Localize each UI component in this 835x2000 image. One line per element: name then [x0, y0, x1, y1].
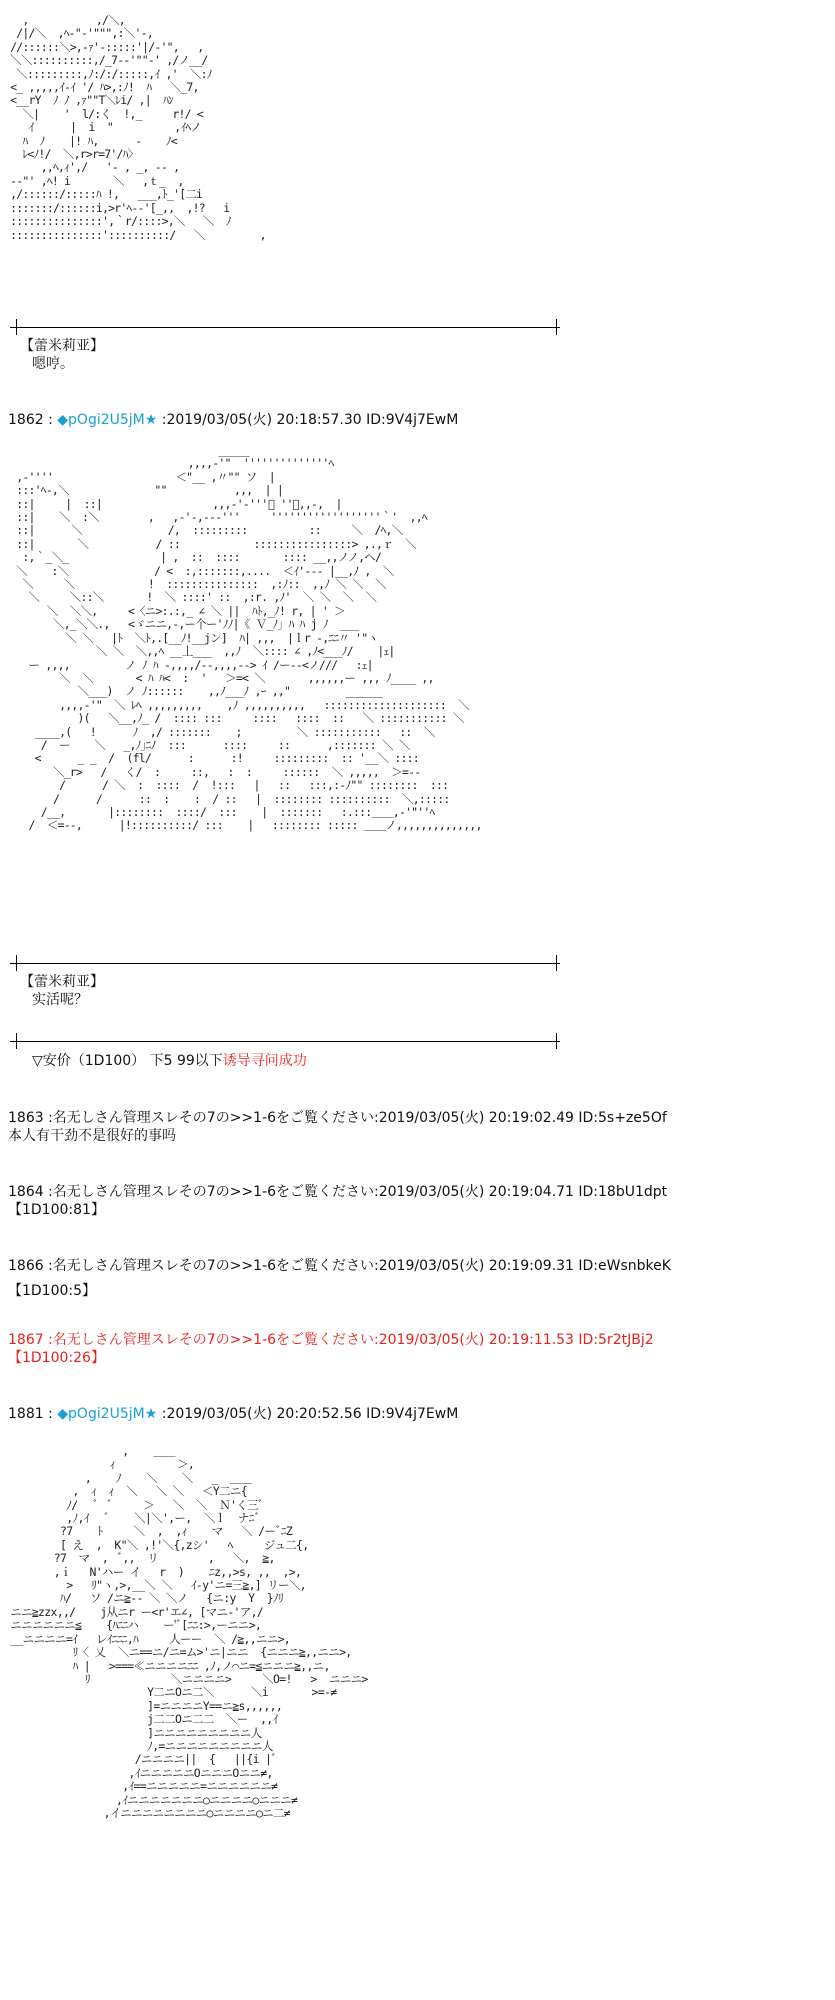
- dice-roll-label: ▽安价（1D100） 下5 99以下: [32, 1053, 223, 1069]
- divider-tick-left: [16, 955, 17, 971]
- dice-roll-result: 诱导寻问成功: [222, 1053, 307, 1069]
- dialogue-line: 实活呢？: [32, 992, 88, 1008]
- dialogue-line: 嗯哼。: [32, 356, 74, 372]
- divider-tick-right: [556, 319, 557, 335]
- post-number: 1881: [8, 1406, 44, 1422]
- speaker-name: 【蕾米莉亚】: [20, 338, 104, 354]
- post-separator: :: [43, 412, 58, 428]
- post-number: 1862: [8, 412, 44, 428]
- post-header-1881: [8, 1405, 458, 1423]
- reply-header: 1866 :名无しさん管理スレその7の>>1-6をご覧ください:2019/03/05(火) 20:19:09.31 ID:eWsnbkeK: [8, 1258, 671, 1274]
- reply-header: 1863 :名无しさん管理スレその7の>>1-6をご覧ください:2019/03/05(火) 20:19:02.49 ID:5s+ze5Of: [8, 1110, 667, 1126]
- divider-tick-left: [16, 1033, 17, 1049]
- reply-header: 1864 :名无しさん管理スレその7の>>1-6をご覧ください:2019/03/05(火) 20:19:04.71 ID:18bU1dpt: [8, 1184, 668, 1200]
- reply-body: 本人有干劲不是很好的事吗: [8, 1128, 176, 1144]
- reply-body: 【1D100:26】: [8, 1350, 105, 1366]
- post-separator: :: [43, 1406, 58, 1422]
- reply-header: 1867 :名无しさん管理スレその7の>>1-6をご覧ください:2019/03/05(火) 20:19:11.53 ID:5r2tJBj2: [8, 1332, 654, 1348]
- author-trip[interactable]: ◆pOgi2U5jM★: [57, 412, 158, 428]
- reply-body: 【1D100:5】: [8, 1283, 97, 1299]
- divider-tick-right: [556, 1033, 557, 1049]
- author-trip[interactable]: ◆pOgi2U5jM★: [57, 1406, 158, 1422]
- post-header-1862: [8, 411, 458, 429]
- ascii-art-remilia-2: _____ ,,,,-'" ''''''''''''''ﾍ ,-'''' ＜"__ ,〃"" ソ | :::'ﾍ-,＼ "" ,,, | | ::| | ::| ,,,-'-'''ﾟ ''ｰ,,-, | ::| ＼ :＼ , ,-'-,---''' ''''''''''''''''''｀' ,,ﾍ ::| ＼ /, ::::::::: :: ＼ /ﾍ,＼ ::| ＼ / :: ::::::::::::::::> ,.,ｒ ＼ :,｀_＼_ | , :: :::: :::: __,,ノノ,へ/ ＼ :＼ / < :,:::::::,.... ＜ｲ'--- |__,ﾉ , ＼ ＼ ＼ ! ::::::::::::::: ,:ﾉ:: ,,ﾉ ＼ ＼ ＼ ＼ ＼::＼ ! ＼ ::::' :: ,:r. ,ﾉ' ＼ ＼ ＼ ＼ ＼ ＼＼, <〈ニ>:.:,_ ∠ ＼ || ﾊﾄ,_ﾉ! r, | ' ＞ ＼,_＼＼., <ゞニニ,-,ー个ー'ﾉﾉ|《 Ｖ_ﾉ｣ ﾊ ﾊ j ﾉ ___ ＼ ＼ |ﾄ ＼ﾄ,.[__ﾉ!__jン] ﾊ| ,,, |ｌr -,ﾆﾆ〃 '"ヽ ＼ ＼ ＼,,ﾍ __丄___ ,,ﾉ ＼:::: ∠ ,ﾉ<___ﾉ/ |ｪ| ー ,,,, ノ ﾉ ﾊ -,,,,/--,,,,--> ｲ /ー--<ノ/// :ｪ| ＼ ＼ < ﾊ ﾊ< : ' ＞=< ＼ ,,,,,,ー ,,, ﾉ____ ,, ＼___) ノ ﾉ:::::: ,,ﾉ___ﾉ ,ｰ ,," ______ ,,,,-'" ＼ ﾚﾍ ,,,,,,,,, ,ﾉ ,,,,,,,,,, :::::::::::::::::::: ＼ )( ＼__,ﾉ_ / :::: ::: :::: :::: :: ＼ ::::::::::: ＼ ____,( ! ﾉ ,/ ::::::: ; ＼ ::::::::::: :: ＼ / ー ＼ _,ﾉ｣ﾆﾉ ::: :::: :: ,::::::: ＼ ＼ < _ _ / (fl/ : :! ::::::::: :: '__＼ :::: ＼_r> / く/ : ::, : : :::::: ＼ ,,,,, ＞=-- / / ＼ : :::: / !::: | :: :::,:-ﾉ"" :::::::: ::: / / :: : : / :: | :::::::: :::::::::: ＼,::::: /__, |:::::::: ::::/ ::: | ::::::: :.:::＿＿,-'"''ﾍ / ＜=--, |!::::::::::/ ::: | :::::::: ::::: ＿＿ノ,,,,,,,,,,,,,,: [16, 443, 482, 833]
- divider-rule: [10, 327, 560, 328]
- ascii-art-remilia-3: , ＿＿ ｨ ＞, , ﾉ ＼ ＼ _ ＿＿ , ｨ ｨ ＼ ＼ ＼ ＜Y二ニ{ ﾉ/ ﾞ ﾞ ＞ ＼ ＼ Ｎ'く三ﾞ ,ﾉ,ｲ ﾞ ＼|＼',ー, ＼ｌ ナﾆﾞ ?7 ﾄ ＼ , ,ｨ マ ＼ /ーﾞﾆZ [ え , K"＼ ,!'＼{,zシ' ﾍ ジュ二{, ?7 マ , ﾞ,, リ , ＼, ≧, ,ｉ N'ハー イ r ) ﾆz,,>s, ,, ,>, > ﾘ"ヽ,>,__＼ ＼ ｲ-y'ニ=三≧,] リー＼, ﾊ/ ソ /ニ≧-- ＼ ＼ノ {ニ:y Y }ﾉﾘ ニニ≧zzx,,/ j从ニr ー<r'エ∠, [マニ-'ア,/ ニニニニニニ≦ {ﾊﾆﾆハ ー'ﾞ[ﾆﾆ:>,ーニニ>, __ニニニニ=ｲ レｲﾆﾆﾆ,ﾊ 人ーー ＼ /≧,,ニニ>, ﾘ〈 乂 ＼ニ==ニ/ニ=ム>'ニ|ニニ {ニニニ≧,,ニニ>, ﾊ | >===≪ニニニニﾆﾆ ,ﾉ,ノ⌒ニ=≦ニニニ≧,,ニ, ﾘ ＼ニニニニ> ＼O=! > ニニニ> Y二ニOニ二＼ ＼i >=-≠ ]=ニニニニY==ニ≧s,,,,,, j二二Oニ二二 ＼ー ,,ｲ ]ニニニニニニニニニ人 ﾉ,=ニニニニニニニニニ人 /ニニニニ|| { ||{i |ﾞ ,ｲニニニニニOニニニOニニ≠, ,ｲ==ニニニニニ=ニニニニニニ≠ ,ｲニニニニニニニ○ニニニニ○ニニニ≠ ,イニニニニニニニニ○ニニニニ○ニ二≠: [10, 1444, 368, 1820]
- divider-rule: [10, 1041, 560, 1042]
- speaker-name: 【蕾米莉亚】: [20, 974, 104, 990]
- reply-body: 【1D100:81】: [8, 1202, 105, 1218]
- ascii-art-remilia-1: , ,/＼, /|/＼ ,ﾍ-"-'""",:＼'-, //::::::＼>,-ｧ'-:::::'|/-'", , ＼＼::::::::::,/_7--'""-' ,/ノ__/ ＼:::::::::,ﾉ:/:/:::::,ｲ ,' ＼:ﾉ <_ ,,,,,ｲ-ｲ '/ ﾊ>,:ﾉ! ﾊ ＼_7, <__rY ﾉ ﾉ ,ｧ""T＼ﾚi/ ,| ﾊﾝ ＼| ' l/:く !,_ r!/ < ｲ | i " ,ｲﾍノ ﾊ ﾉ |! ﾊ, - ﾉ< ﾚ<ﾉ!/ ＼,r>r=7'/ﾊ〉 ,,ﾍ,ｨ',/ '- , _, -- , --"' ,ﾍ! i ＼ ,ｔ_ , ,/::::::/:::::ﾊ !, ___,ﾄ_'[二i :::::::/::::::i,>r'ﾍ--'[_,, ,!? i :::::::::::::::',｀r/::::>,＼ ＼ ﾉ :::::::::::::::'::::::::::/ ＼ ,: [10, 13, 266, 242]
- divider-rule: [10, 963, 560, 964]
- post-meta: :2019/03/05(火) 20:20:52.56 ID:9V4j7EwM: [157, 1406, 459, 1422]
- divider-tick-left: [16, 319, 17, 335]
- post-meta: :2019/03/05(火) 20:18:57.30 ID:9V4j7EwM: [157, 412, 459, 428]
- divider-tick-right: [556, 955, 557, 971]
- dice-roll-line: [32, 1052, 307, 1070]
